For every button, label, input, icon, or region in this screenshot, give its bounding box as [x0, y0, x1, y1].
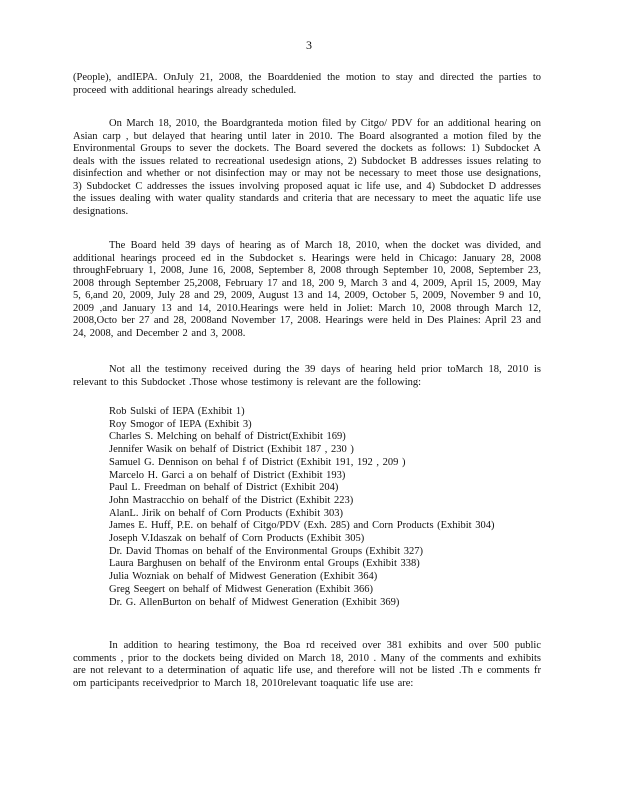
witness-item: Greg Seegert on behalf of Midwest Generation (Exhibit 366) — [109, 583, 374, 595]
witness-item: Dr. G. AllenBurton on behalf of Midwest Generation (Exhibit 369) — [109, 596, 400, 608]
witness-item: Roy Smogor of IEPA (Exhibit 3) — [109, 418, 252, 430]
paragraph-relevant-testimony: Not all the testimony received during the 39 days of hearing held prior toMarch 18, 2010 is relevant to this Subdocket .Those whose testimony is relevant are the following: — [73, 364, 541, 388]
paragraph-procedural-history: (People), andIEPA. OnJuly 21, 2008, the Boarddenied the motion to stay and directed the parties to proceed with additional hearings already scheduled. — [73, 72, 541, 96]
paragraph-severed-dockets: On March 18, 2010, the Boardgranteda motion filed by Citgo/ PDV for an additional hearing on Asian carp , but delayed that hearing until later in 2010. The Board alsogranted a motion filed by the Environmental Groups to sever the dockets. The Board severed the dockets as follows: 1) Subdocket A deals with the issues related to recreational usedesign ations, 2) Subdocket B addresses issues relating to disinfection and whether or not disinfection may or may not be necessary to meet those use designations, 3) Subdocket C addresses the issues involving proposed aquat ic life use, and 4) Subdocket D addresses the issues dealing with water quality standards and criteria that are necessary to meet the aquatic life use designations. — [73, 118, 541, 217]
witness-item: Rob Sulski of IEPA (Exhibit 1) — [109, 406, 245, 417]
witness-item: AlanL. Jirik on behalf of Corn Products (Exhibit 303) — [109, 507, 344, 519]
paragraph-exhibits-comments: In addition to hearing testimony, the Boa rd received over 381 exhibits and over 500 public comments , prior to the dockets being divided on March 18, 2010 . Many of the comments and exhibits are not relevant to a determination of aquatic life use, and therefore will not be listed .Th e comments fr om participants receivedprior to March 18, 2010relevant toaquatic life use are: — [73, 640, 541, 689]
witness-item: Julia Wozniak on behalf of Midwest Generation (Exhibit 364) — [109, 571, 378, 583]
witness-item: Marcelo H. Garci a on behalf of District (Exhibit 193) — [109, 469, 346, 481]
witness-item: Charles S. Melching on behalf of District(Exhibit 169) — [109, 431, 346, 443]
witness-item: Dr. David Thomas on behalf of the Environmental Groups (Exhibit 327) — [109, 545, 423, 557]
paragraph-hearing-dates: The Board held 39 days of hearing as of March 18, 2010, when the docket was divided, and additional hearings proceed ed in the Subdocket s. Hearings were held in Chicago: January 28, 2008 throughFebruary 1, 2008, June 16, 2008, September 8, 2008 through September 10, 2008, September 23, 2008 through September 25,2008, February 17 and 18, 200 9, March 3 and 4, 2009, April 15, 2009, May 5, 6,and 20, 2009, July 28 and 29, 2009, August 13 and 14, 2009, October 5, 2009, November 9 and 10, 2009 ,and January 13 and 14, 2010.Hearings were held in Joliet: March 10, 2008 through March 12, 2008,Octo ber 27 and 28, 2008and November 17, 2008. Hearings were held in Des Plaines: April 23 and 24, 2008, and December 2 and 3, 2008. — [73, 240, 541, 339]
witness-item: Samuel G. Dennison on behal f of District (Exhibit 191, 192 , 209 ) — [109, 456, 406, 468]
witness-item: James E. Huff, P.E. on behalf of Citgo/PDV (Exh. 285) and Corn Products (Exhibit 304) — [109, 520, 495, 532]
witness-item: Jennifer Wasik on behalf of District (Exhibit 187 , 230 ) — [109, 444, 354, 456]
page-number: 3 — [306, 38, 312, 52]
witness-item: Joseph V.Idaszak on behalf of Corn Products (Exhibit 305) — [109, 533, 365, 545]
witness-item: Paul L. Freedman on behalf of District (Exhibit 204) — [109, 482, 339, 494]
witness-item: John Mastracchio on behalf of the District (Exhibit 223) — [109, 494, 354, 506]
witness-item: Laura Barghusen on behalf of the Environm ental Groups (Exhibit 338) — [109, 558, 420, 570]
witness-list — [109, 406, 549, 609]
